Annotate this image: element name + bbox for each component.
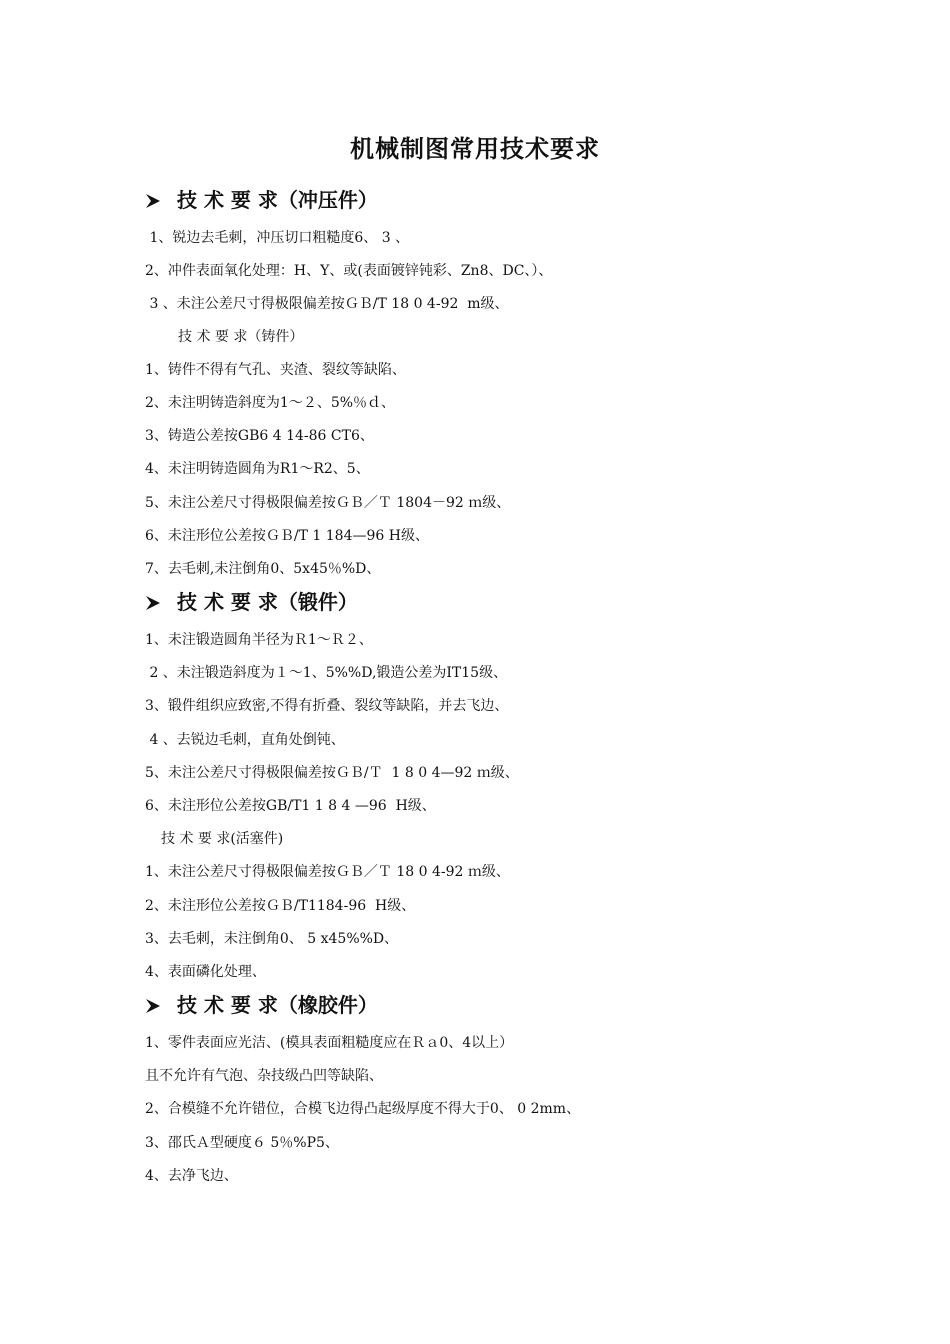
section-heading-piston: 技 术 要 求(活塞件)	[161, 831, 284, 847]
list-item: 2、冲件表面氧化处理：H、Y、或(表面镀锌钝彩、Zn8、DC、）、	[145, 263, 553, 279]
list-item: 6、未注形位公差按ＧＢ/T 1 184—96 H级、	[145, 528, 429, 544]
list-item: 3、邵氏Ａ型硬度６ 5％%P5、	[145, 1135, 339, 1151]
list-item: 2、未注形位公差按ＧＢ/T1184-96 H级、	[145, 898, 416, 914]
list-item: 2、未注明铸造斜度为1～２、5%％ｄ、	[145, 395, 396, 411]
section-heading-casting: 技 术 要 求（铸件）	[178, 329, 304, 345]
list-item: 5、未注公差尺寸得极限偏差按ＧＢ／Ｔ 1804－92 ｍ级、	[145, 495, 511, 511]
list-item: 4 、去锐边毛刺，直角处倒钝、	[145, 732, 345, 748]
list-item: 且不允许有气泡、杂技级凸凹等缺陷、	[145, 1068, 383, 1084]
section-heading-stamping	[145, 185, 378, 215]
list-item: 3、去毛刺，未注倒角0、 5 x45%%D、	[145, 931, 399, 947]
list-item: 5、未注公差尺寸得极限偏差按ＧＢ/Ｔ 1 8 0 4—92 ｍ级、	[145, 765, 519, 781]
section-heading-text: 技 术 要 求（冲压件）	[177, 188, 378, 212]
list-item: 4、表面磷化处理、	[145, 964, 266, 980]
list-item: 3 、未注公差尺寸得极限偏差按ＧＢ/T 18 0 4-92 m级、	[145, 296, 509, 312]
list-item: 6、未注形位公差按GB/T1 1 8 4 —96 H级、	[145, 798, 436, 814]
list-item: 4、未注明铸造圆角为R1～R2、5、	[145, 461, 370, 477]
list-item: 1、未注锻造圆角半径为Ｒ1～Ｒ２、	[145, 632, 373, 648]
list-item: 3、铸造公差按GB6 4 14-86 CT6、	[145, 428, 374, 444]
list-item: 1、零件表面应光洁、(模具表面粗糙度应在Ｒａ0、4以上）	[145, 1035, 514, 1051]
list-item: 1、锐边去毛刺，冲压切口粗糙度6、 3 、	[145, 230, 410, 246]
list-item: 1、未注公差尺寸得极限偏差按ＧＢ／Ｔ 18 0 4-92 ｍ级、	[145, 864, 510, 880]
arrow-bullet-icon	[145, 998, 161, 1014]
list-item: 3、锻件组织应致密,不得有折叠、裂纹等缺陷，并去飞边、	[145, 698, 509, 714]
list-item: 7、去毛刺,未注倒角0、5x45％%D、	[145, 561, 381, 577]
list-item: 2、合模缝不允许错位，合模飞边得凸起级厚度不得大于0、 0 2mm、	[145, 1101, 581, 1117]
page-title: 机械制图常用技术要求	[350, 134, 600, 163]
list-item: 4、去净飞边、	[145, 1168, 238, 1184]
section-heading-text: 技 术 要 求（锻件）	[177, 590, 358, 614]
section-heading-rubber	[145, 990, 378, 1020]
list-item: 2 、未注锻造斜度为１～1、5%%D,锻造公差为IT15级、	[145, 665, 508, 681]
section-heading-text: 技 术 要 求（橡胶件）	[177, 993, 378, 1017]
list-item: 1、铸件不得有气孔、夹渣、裂纹等缺陷、	[145, 362, 406, 378]
section-heading-forging	[145, 587, 358, 617]
arrow-bullet-icon	[145, 193, 161, 209]
arrow-bullet-icon	[145, 595, 161, 611]
